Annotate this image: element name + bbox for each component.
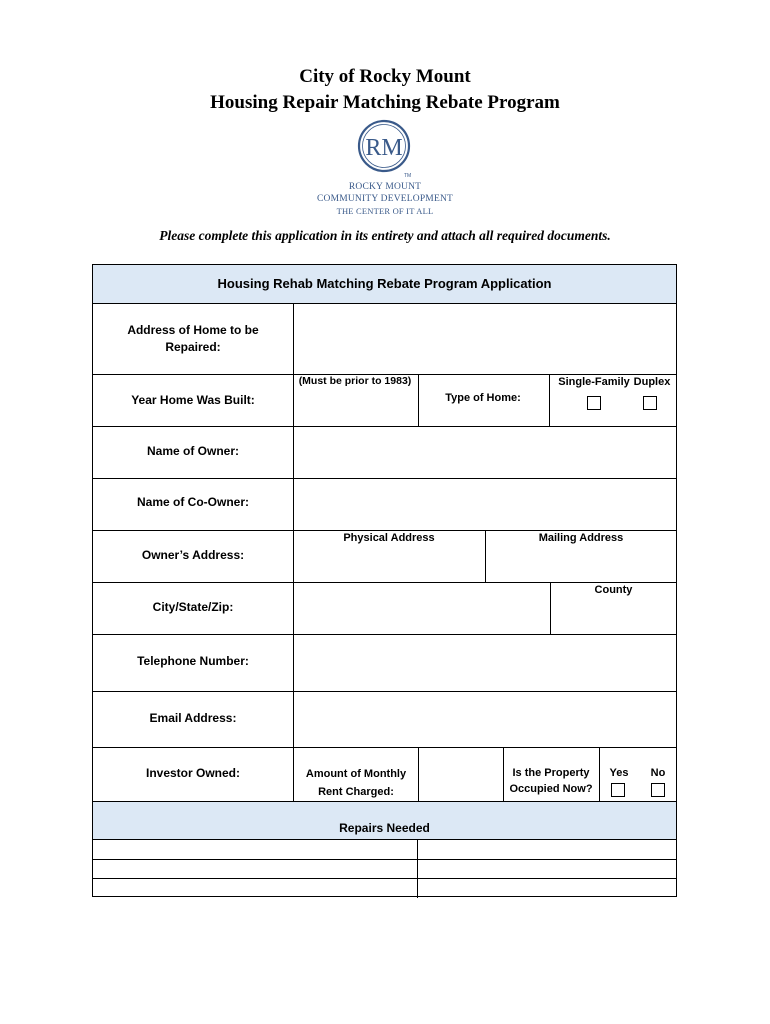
rocky-mount-logo (355, 118, 413, 180)
repair-row-3-right[interactable] (418, 879, 676, 896)
application-form (92, 264, 677, 897)
mailing-address-label: Mailing Address (538, 532, 624, 544)
logo-monogram: RM (365, 135, 403, 161)
investor-owned-label: Investor Owned: (145, 766, 240, 780)
city-state-zip-input[interactable] (294, 583, 550, 634)
logo-text-rocky-mount: ROCKY MOUNT (348, 182, 422, 192)
no-label: No (650, 767, 666, 779)
monthly-rent-label-line1: Amount of Monthly (305, 768, 407, 780)
page-title-program: Housing Repair Matching Rebate Program (210, 92, 560, 113)
telephone-label: Telephone Number: (137, 654, 249, 668)
mailing-address-input[interactable] (486, 531, 676, 582)
repair-row-1-left[interactable] (93, 840, 417, 858)
address-label-line1: Address of Home to be (127, 323, 259, 337)
county-input[interactable] (551, 583, 676, 634)
physical-address-input[interactable] (294, 531, 485, 582)
single-family-label: Single-Family (558, 376, 630, 388)
address-label-line2: Repaired: (165, 340, 221, 354)
email-label: Email Address: (149, 711, 237, 725)
owner-label: Name of Owner: (146, 444, 239, 458)
type-of-home-label: Type of Home: (445, 392, 521, 404)
address-input[interactable] (294, 304, 676, 374)
owner-address-label: Owner’s Address: (141, 548, 245, 562)
year-built-label: Year Home Was Built: (131, 393, 255, 407)
repairs-needed-title: Repairs Needed (339, 821, 430, 835)
coowner-input[interactable] (294, 479, 676, 530)
owner-input[interactable] (294, 427, 676, 478)
yes-label: Yes (609, 767, 629, 779)
year-built-input[interactable] (294, 375, 418, 426)
form-title: Housing Rehab Matching Rebate Program Application (217, 276, 552, 291)
duplex-checkbox[interactable] (643, 396, 657, 410)
monthly-rent-input[interactable] (419, 748, 503, 801)
occupied-no-checkbox[interactable] (651, 783, 665, 797)
occupied-label-line1: Is the Property (512, 767, 590, 779)
repair-row-2-left[interactable] (93, 860, 417, 878)
logo-text-community-development: COMMUNITY DEVELOPMENT (316, 194, 454, 204)
single-family-checkbox[interactable] (587, 396, 601, 410)
city-state-zip-label: City/State/Zip: (152, 600, 234, 614)
telephone-input[interactable] (294, 635, 676, 691)
physical-address-label: Physical Address (343, 532, 435, 544)
year-built-note: (Must be prior to 1983) (298, 375, 412, 387)
coowner-label: Name of Co-Owner: (136, 495, 249, 509)
logo-text-tagline: THE CENTER OF IT ALL (336, 206, 434, 216)
page-title-city: City of Rocky Mount (299, 66, 471, 87)
monthly-rent-label-line2: Rent Charged: (318, 786, 394, 798)
duplex-label: Duplex (633, 376, 671, 388)
county-label: County (594, 584, 633, 596)
repair-row-3-left[interactable] (93, 879, 417, 896)
instructions-text: Please complete this application in its entirety and attach all required documents. (159, 228, 611, 243)
email-input[interactable] (294, 692, 676, 747)
occupied-yes-checkbox[interactable] (611, 783, 625, 797)
occupied-label-line2: Occupied Now? (509, 783, 593, 795)
repair-row-2-right[interactable] (418, 860, 676, 878)
logo-trademark: TM (404, 173, 412, 179)
repair-row-1-right[interactable] (418, 840, 676, 858)
